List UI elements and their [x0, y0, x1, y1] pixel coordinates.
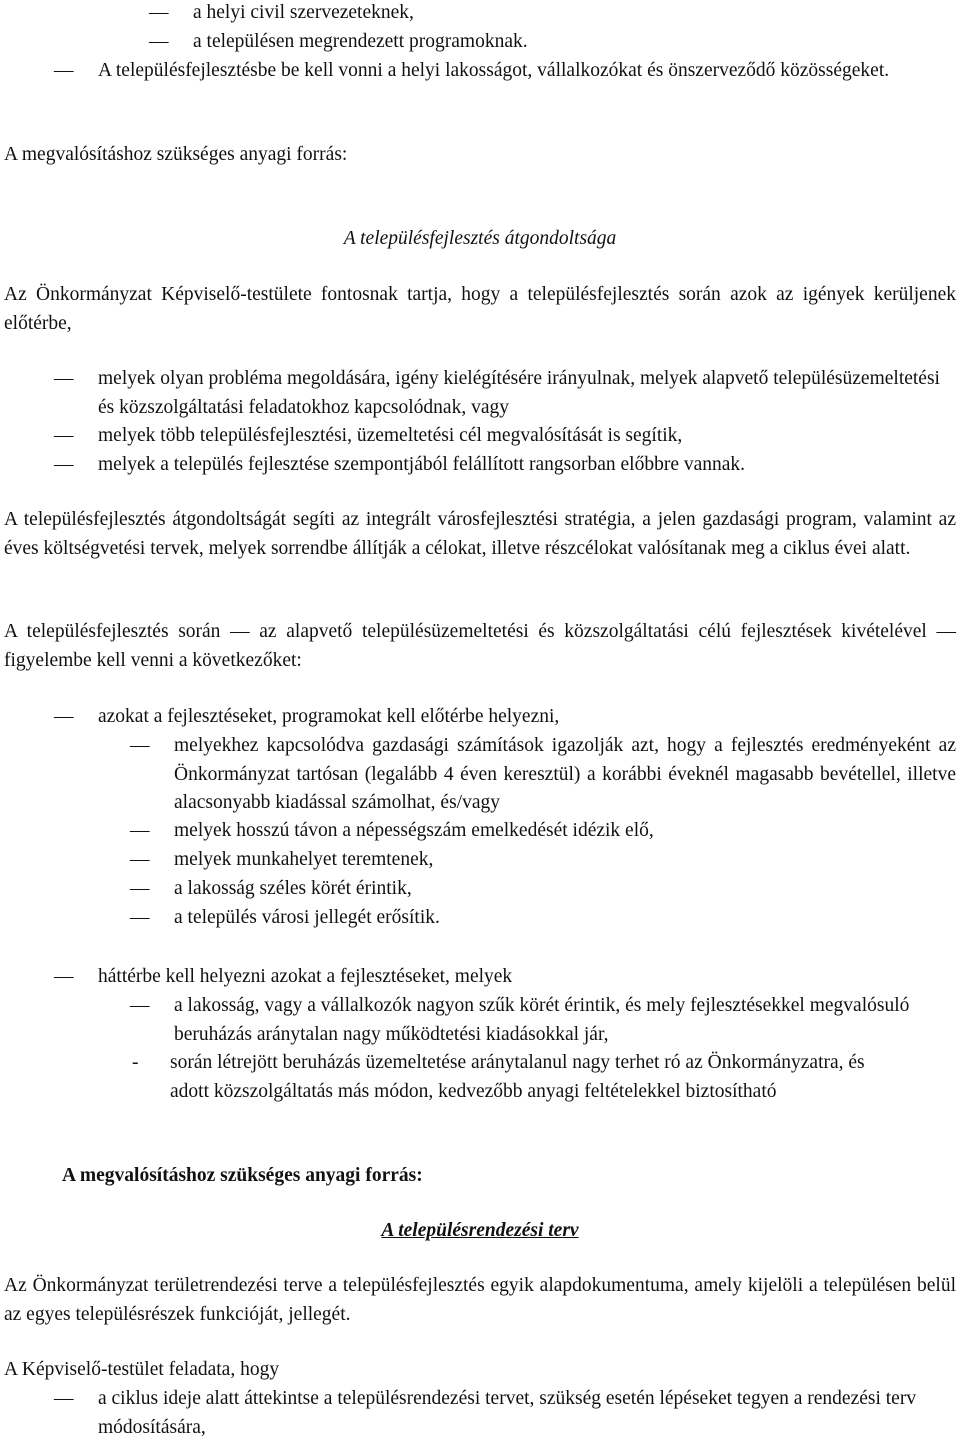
dash-bullet: ―	[130, 735, 150, 756]
dash-bullet: ―	[54, 368, 74, 389]
list-item-text: a település városi jellegét erősítik.	[174, 907, 440, 928]
list-item-text: melyek hosszú távon a népességszám emelkedését idézik elő,	[174, 820, 654, 841]
list-item-text: A településfejlesztésbe be kell vonni a helyi lakosságot, vállalkozókat és önszerveződő közösségeket.	[98, 60, 890, 81]
funding-label: A megvalósításhoz szükséges anyagi forrás:	[62, 1165, 423, 1186]
list-item	[54, 703, 956, 732]
sub-list-item	[130, 732, 956, 818]
list-item-text: a lakosság, vagy a vállalkozók nagyon szűk körét érintik, és mely fejlesztésekkel megvalósuló beruházás aránytalan nagy működtetési kiadásokkal jár,	[174, 995, 910, 1045]
section-title: A településrendezési terv	[381, 1220, 579, 1241]
list-item	[54, 963, 956, 992]
list-item-text: a lakosság széles körét érintik,	[174, 878, 412, 899]
list-item-text: azokat a fejlesztéseket, programokat kell előtérbe helyezni,	[98, 706, 560, 727]
list-item	[54, 451, 956, 480]
dash-bullet: ―	[149, 2, 169, 23]
dash-bullet: ―	[130, 907, 150, 928]
dash-bullet: ―	[149, 31, 169, 52]
sub-list-item	[130, 904, 956, 933]
dash-bullet: ―	[130, 820, 150, 841]
sub-list-item	[130, 875, 956, 904]
dash-bullet: ―	[130, 849, 150, 870]
dash-bullet: ―	[54, 966, 74, 987]
funding-label: A megvalósításhoz szükséges anyagi forrás:	[4, 144, 348, 165]
list-item-text: háttérbe kell helyezni azokat a fejlesztéseket, melyek	[98, 966, 513, 987]
dash-bullet: ―	[54, 454, 74, 475]
dash-bullet: ―	[54, 60, 74, 81]
list-item-text: melyek olyan probléma megoldására, igény kielégítésére irányulnak, melyek alapvető településüzemeltetési és közszolgáltatási feladatokhoz kapcsolódnak, vagy	[98, 368, 940, 418]
body-paragraph: Az Önkormányzat területrendezési terve a településfejlesztés egyik alapdokumentuma, amely kijelöli a településen belül az egyes településrészek funkcióját, jellegét.	[4, 1275, 956, 1325]
list-item	[54, 1385, 956, 1442]
list-item	[54, 57, 956, 86]
list-item-text: melyek több településfejlesztési, üzemeltetési cél megvalósítását is segítik,	[98, 425, 683, 446]
list-item	[149, 28, 933, 57]
lead-text: A Képviselő-testület feladata, hogy	[4, 1359, 280, 1380]
body-paragraph: A településfejlesztés átgondoltságát segíti az integrált városfejlesztési stratégia, a jelen gazdasági program, valamint az éves költségvetési tervek, melyek sorrendbe állítják a célokat, illetve részcélokat valósítanak meg a ciklus évei alatt.	[4, 509, 956, 559]
list-item	[54, 422, 956, 451]
sub-list-item	[130, 992, 956, 1049]
sub-list-item	[130, 846, 956, 875]
sub-list-item	[130, 817, 956, 846]
dash-bullet: ―	[54, 706, 74, 727]
hyphen-bullet: -	[132, 1052, 139, 1073]
body-paragraph: A településfejlesztés során ― az alapvető településüzemeltetési és közszolgáltatási célú fejlesztések kivételével ― figyelembe kell venni a következőket:	[4, 621, 956, 671]
section-title: A településfejlesztés átgondoltsága	[343, 228, 617, 249]
list-item	[149, 0, 933, 28]
list-item-text: a ciklus ideje alatt áttekintse a településrendezési tervet, szükség esetén lépéseket tegyen a rendezési terv módosítására,	[98, 1388, 917, 1438]
dash-bullet: ―	[54, 1388, 74, 1409]
dash-bullet: ―	[130, 878, 150, 899]
intro-paragraph: Az Önkormányzat Képviselő-testülete fontosnak tartja, hogy a településfejlesztés során azok az igények kerüljenek előtérbe,	[4, 284, 956, 334]
dash-bullet: ―	[130, 995, 150, 1016]
list-item-text: melyek munkahelyet teremtenek,	[174, 849, 434, 870]
list-item-text: melyek a település fejlesztése szempontjából felállított rangsorban előbbre vannak.	[98, 454, 746, 475]
list-item	[54, 365, 956, 422]
list-item-text: a településen megrendezett programoknak.	[193, 31, 528, 52]
dash-bullet: ―	[54, 425, 74, 446]
sub-list-item	[132, 1049, 890, 1106]
list-item-text: során létrejött beruházás üzemeltetése aránytalanul nagy terhet ró az Önkormányzatra, és adott közszolgáltatás más módon, kedvezőbb anyagi feltételekkel biztosítható	[170, 1052, 865, 1102]
list-item-text: melyekhez kapcsolódva gazdasági számítások igazolják azt, hogy a fejlesztés eredményeként az Önkormányzat tartósan (legalább 4 éven keresztül) a korábbi éveknél magasabb bevétellel, illetve alacsonyabb kiadással számolhat, és/vagy	[174, 735, 956, 813]
list-item-text: a helyi civil szervezeteknek,	[193, 2, 414, 23]
